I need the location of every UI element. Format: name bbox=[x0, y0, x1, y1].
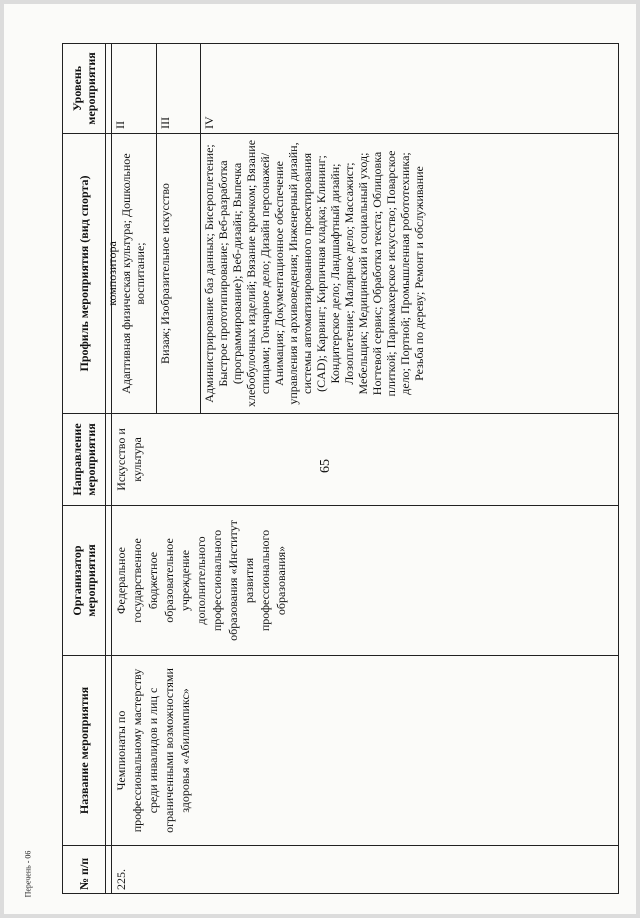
table-row bbox=[112, 44, 157, 894]
document-page bbox=[4, 4, 636, 914]
header-profile: Профиль мероприятия (вид спорта) bbox=[63, 134, 106, 414]
event-level: II bbox=[112, 44, 157, 134]
profile-text: Адаптивная физическая культура; Дошкольное воспитание; bbox=[119, 153, 147, 394]
page-number: 65 bbox=[318, 459, 333, 473]
event-level: IV bbox=[201, 44, 619, 134]
header-name: Название мероприятия bbox=[63, 656, 106, 846]
event-direction: Искусство и культура bbox=[112, 414, 619, 506]
events-table bbox=[62, 43, 619, 894]
overflow-text: композитора bbox=[105, 241, 119, 306]
header-level: Уровень мероприятия bbox=[63, 44, 106, 134]
rotated-table-wrapper bbox=[62, 44, 619, 894]
header-num: № п/п bbox=[63, 846, 106, 894]
event-organizer: Федеральное государственное бюджетное образовательное учреждение дополнительного профессионального образования «Институт развития профессионального образования» bbox=[112, 506, 619, 656]
event-level: III bbox=[156, 44, 201, 134]
footer-label: Перечень - 06 bbox=[23, 850, 33, 898]
event-profile bbox=[105, 134, 157, 414]
header-direction: Направление мероприятия bbox=[63, 414, 106, 506]
row-number: 225. bbox=[112, 846, 619, 894]
event-profile: Визаж; Изобразительное искусство bbox=[156, 134, 201, 414]
event-name: Чемпионаты по профессиональному мастерству среди инвалидов и лиц с ограниченными возможностями здоровья «Абилимпикс» bbox=[112, 656, 619, 846]
event-profile: Администрирование баз данных; Бисероплетение; Быстрое прототипирование; Веб-разработка (программирование); Веб-дизайн; Выпечка хлебобулочных изделий; Вязание крючком; Вязание спицами; Гончарное дело; Дизайн персонажей/Анимация; Документационное обеспечение управления и архивоведения; Инженерный дизайн, системы автоматизированного проектирования (CAD); Карвинг; Кирпичная кладка; Клининг; Кондитерское дело; Ландшафтный дизайн; Лозоплетение; Малярное дело; Массажист; Мебельщик; Медицинский и социальный уход; Ногтевой сервис; Обработка текста; Облицовка плиткой; Парикмахерское искусство; Поварское дело; Портной; Промышленная робототехника; Резьба по дереву; Ремонт и обслуживание bbox=[201, 134, 619, 414]
header-organizer: Организатор мероприятия bbox=[63, 506, 106, 656]
